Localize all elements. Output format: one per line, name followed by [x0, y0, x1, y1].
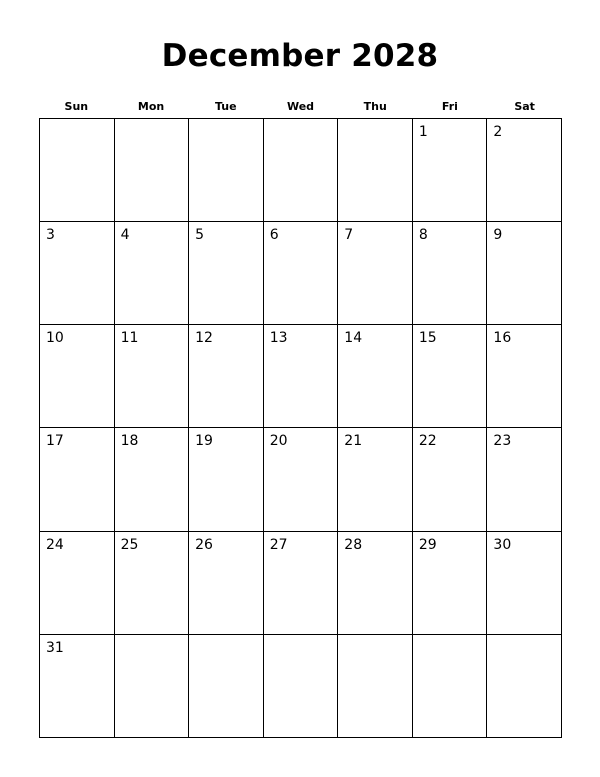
empty-day-cell [413, 635, 488, 738]
day-number: 8 [418, 227, 428, 244]
day-cell [189, 222, 264, 325]
day-number: 31 [46, 639, 64, 656]
day-cell [338, 325, 413, 428]
empty-day-cell [487, 635, 562, 738]
day-cell [413, 428, 488, 531]
day-number: 3 [46, 227, 55, 244]
day-cell [264, 325, 339, 428]
day-cell [189, 532, 264, 635]
day-number: 18 [120, 433, 139, 450]
day-cell [40, 428, 115, 531]
day-cell [487, 532, 562, 635]
day-number: 6 [269, 227, 279, 244]
weekday-tue: Tue [214, 100, 237, 113]
day-cell [487, 119, 562, 222]
day-number: 21 [344, 433, 363, 450]
day-number: 22 [418, 433, 437, 450]
day-cell [413, 532, 488, 635]
day-number: 15 [418, 330, 437, 347]
day-cell [413, 222, 488, 325]
day-cell [189, 428, 264, 531]
day-cell [115, 428, 190, 531]
weekday-sun: Sun [64, 100, 89, 113]
empty-day-cell [189, 119, 264, 222]
empty-day-cell [115, 119, 190, 222]
day-cell [40, 222, 115, 325]
weekday-thu: Thu [363, 100, 387, 113]
day-number: 19 [195, 433, 213, 450]
day-number: 26 [195, 536, 213, 553]
empty-day-cell [338, 119, 413, 222]
day-number: 17 [46, 433, 64, 450]
day-number: 29 [418, 536, 437, 553]
day-number: 14 [344, 330, 363, 347]
day-cell [338, 532, 413, 635]
day-number: 16 [493, 330, 512, 347]
day-cell [413, 119, 488, 222]
weekday-sat: Sat [514, 100, 535, 113]
weekday-wed: Wed [286, 100, 315, 113]
day-number: 9 [493, 227, 503, 244]
day-number: 23 [493, 433, 512, 450]
day-cell [115, 222, 190, 325]
day-number: 5 [195, 227, 205, 244]
day-number: 24 [46, 536, 64, 553]
day-number: 13 [269, 330, 288, 347]
day-cell [264, 532, 339, 635]
day-number: 11 [120, 330, 139, 347]
empty-day-cell [40, 119, 115, 222]
day-cell [189, 325, 264, 428]
day-cell [264, 222, 339, 325]
empty-day-cell [338, 635, 413, 738]
day-number: 28 [344, 536, 363, 553]
day-number: 2 [493, 124, 503, 140]
day-cell [413, 325, 488, 428]
day-number: 30 [493, 536, 512, 553]
day-cell [487, 428, 562, 531]
day-number: 7 [344, 227, 354, 244]
day-number: 27 [269, 536, 288, 553]
empty-day-cell [264, 635, 339, 738]
day-cell [40, 635, 115, 738]
day-number: 1 [418, 124, 428, 140]
day-cell [487, 325, 562, 428]
calendar-grid [39, 118, 562, 738]
empty-day-cell [115, 635, 190, 738]
day-cell [40, 532, 115, 635]
day-number: 10 [46, 330, 64, 347]
empty-day-cell [264, 119, 339, 222]
day-cell [115, 532, 190, 635]
day-cell [487, 222, 562, 325]
weekday-fri: Fri [441, 100, 458, 113]
day-cell [40, 325, 115, 428]
day-number: 4 [120, 227, 130, 244]
weekday-mon: Mon [137, 100, 165, 113]
day-cell [338, 222, 413, 325]
weekday-header-row [39, 99, 562, 115]
day-cell [338, 428, 413, 531]
empty-day-cell [189, 635, 264, 738]
day-number: 25 [120, 536, 139, 553]
day-cell [264, 428, 339, 531]
day-number: 12 [195, 330, 213, 347]
day-number: 20 [269, 433, 288, 450]
calendar-title: December 2028 [161, 38, 439, 74]
day-cell [115, 325, 190, 428]
